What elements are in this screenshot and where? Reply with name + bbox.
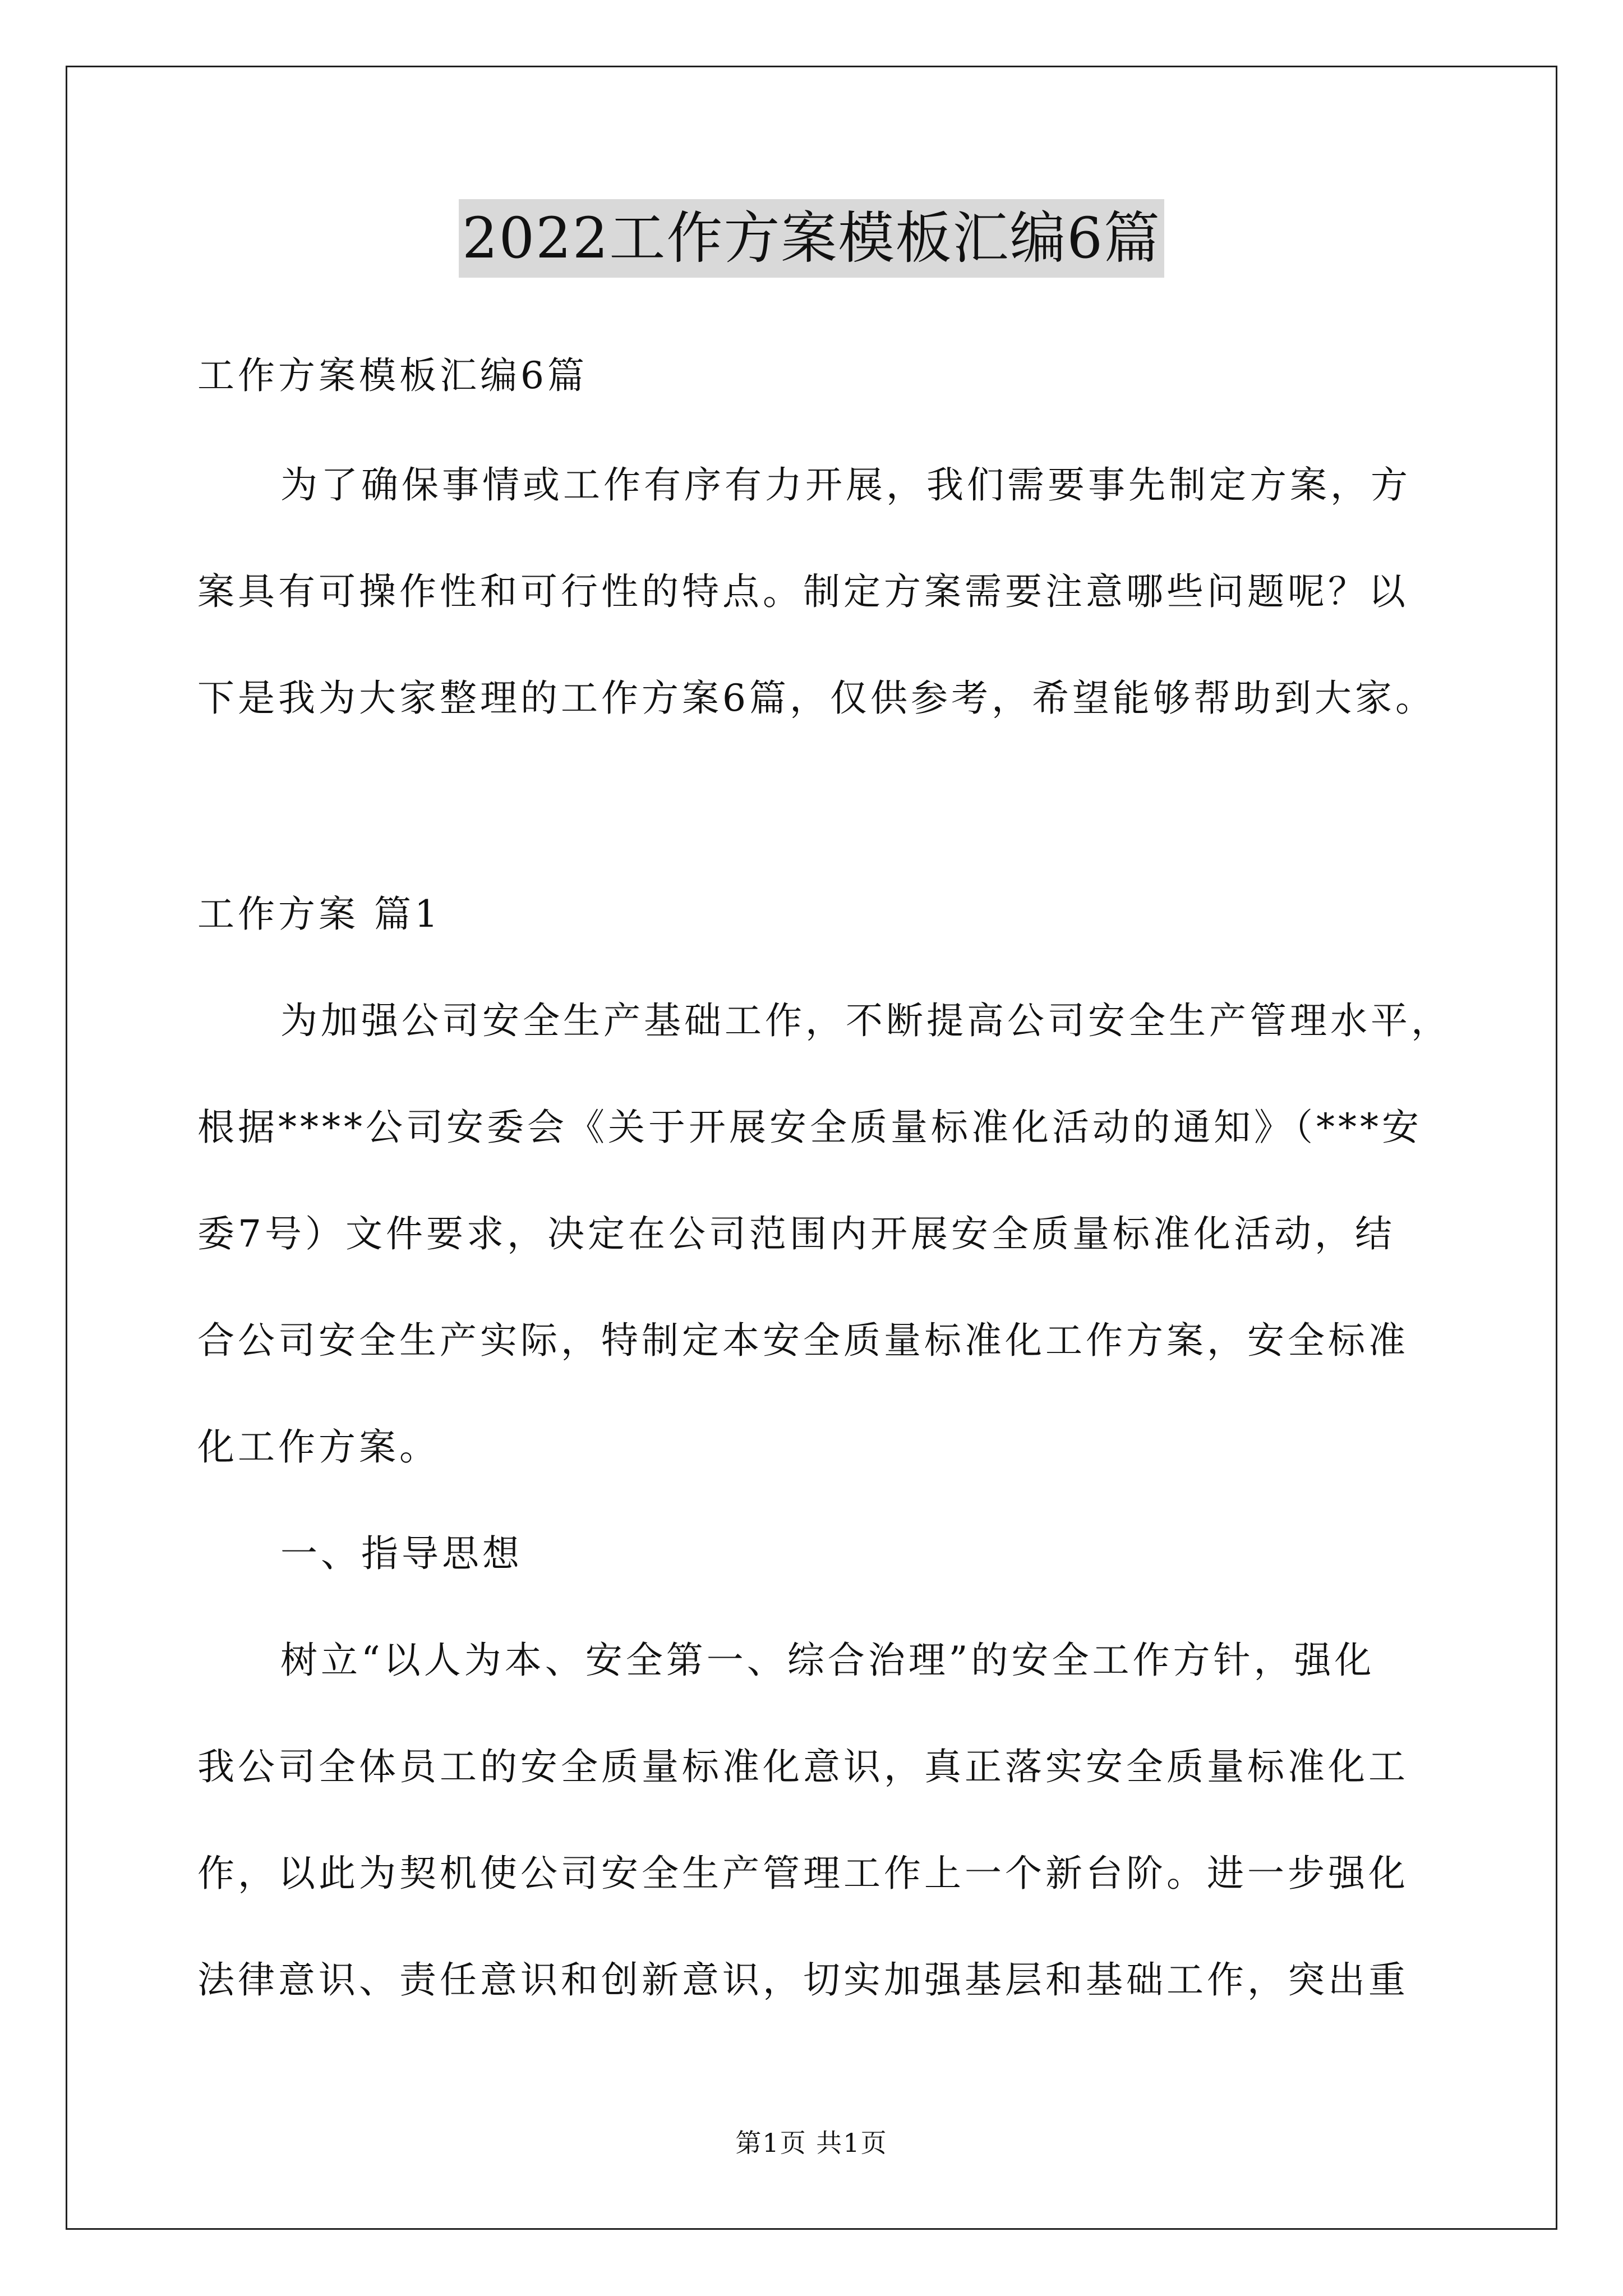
- subsection-heading: 一、指导思想: [280, 1532, 523, 1575]
- paragraph-line: 委7号）文件要求，决定在公司范围内开展安全质量标准化活动，结: [197, 1212, 1395, 1255]
- document-subtitle: 工作方案模板汇编6篇: [197, 354, 588, 397]
- section-heading: 工作方案 篇1: [197, 892, 441, 936]
- paragraph-line: 法律意识、责任意识和创新意识，切实加强基层和基础工作，突出重: [197, 1958, 1409, 2001]
- paragraph-line: 根据****公司安委会《关于开展安全质量标准化活动的通知》（***安: [197, 1106, 1422, 1149]
- title-container: [0, 199, 1623, 278]
- paragraph-line: 作，以此为契机使公司安全生产管理工作上一个新台阶。进一步强化: [197, 1852, 1409, 1895]
- page-number: 第1页 共1页: [735, 2128, 888, 2158]
- paragraph-line: 下是我为大家整理的工作方案6篇，仅供参考，希望能够帮助到大家。: [197, 677, 1436, 720]
- paragraph-line: 为了确保事情或工作有序有力开展，我们需要事先制定方案，方: [280, 463, 1411, 507]
- paragraph-line: 合公司安全生产实际，特制定本安全质量标准化工作方案，安全标准: [197, 1319, 1409, 1362]
- paragraph-line: 为加强公司安全生产基础工作，不断提高公司安全生产管理水平，: [280, 999, 1451, 1042]
- paragraph-line: 树立“以人为本、安全第一、综合治理”的安全工作方针，强化: [280, 1639, 1375, 1682]
- paragraph-line: 案具有可操作性和可行性的特点。制定方案需要注意哪些问题呢？以: [197, 570, 1409, 613]
- paragraph-line: 化工作方案。: [197, 1425, 440, 1469]
- document-title: 2022工作方案模板汇编6篇: [459, 199, 1164, 278]
- paragraph-line: 我公司全体员工的安全质量标准化意识，真正落实安全质量标准化工: [197, 1745, 1409, 1788]
